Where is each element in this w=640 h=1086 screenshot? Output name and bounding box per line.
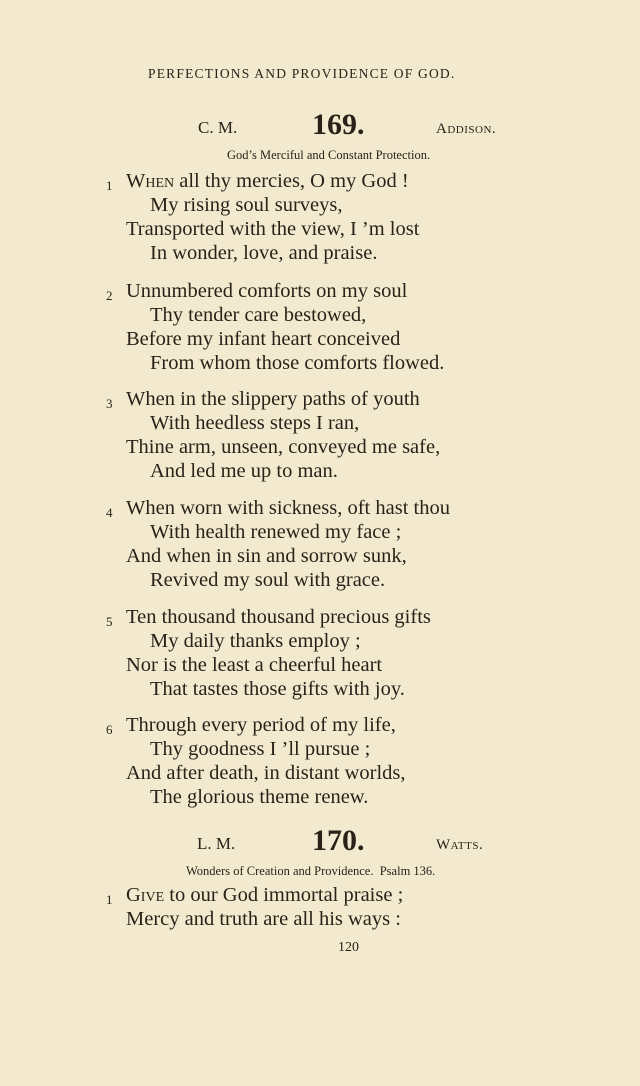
verse-line: Through every period of my life, — [126, 714, 396, 736]
stanza-number: 5 — [106, 614, 113, 629]
verse-line: That tastes those gifts with joy. — [150, 678, 405, 700]
verse-line: Ten thousand thousand precious gifts — [126, 606, 431, 628]
running-head: PERFECTIONS AND PROVIDENCE OF GOD. — [148, 66, 456, 81]
verse-line: And led me up to man. — [150, 460, 338, 482]
hymn-author: Watts. — [436, 837, 484, 853]
hymn-170-subtitle: Wonders of Creation and Providence. Psalm 136. — [186, 864, 436, 878]
verse-line: When worn with sickness, oft hast thou — [126, 497, 450, 519]
stanza-number: 1 — [106, 892, 113, 907]
verse-line: My rising soul surveys, — [150, 194, 343, 216]
verse-line: In wonder, love, and praise. — [150, 242, 378, 264]
verse-line: The glorious theme renew. — [150, 786, 369, 808]
verse-line: Transported with the view, I ’m lost — [126, 218, 420, 240]
verse-line: Unnumbered comforts on my soul — [126, 280, 408, 302]
first-word: When — [126, 170, 175, 192]
hymn-author: Addison. — [436, 121, 497, 137]
page-number: 120 — [338, 940, 359, 955]
verse-line: Mercy and truth are all his ways : — [126, 908, 401, 930]
verse-line: Thy goodness I ’ll pursue ; — [150, 738, 371, 760]
hymn-169-header — [0, 108, 640, 142]
stanza-number: 1 — [106, 178, 113, 193]
verse-line: From whom those comforts flowed. — [150, 352, 445, 374]
verse-line: With health renewed my face ; — [150, 521, 402, 543]
hymn-169-subtitle: God’s Merciful and Constant Protection. — [227, 148, 431, 162]
stanza-number: 3 — [106, 396, 113, 411]
line-rest: to our God immortal praise ; — [164, 884, 404, 906]
hymn-meter: C. M. — [198, 118, 238, 137]
stanza-number: 2 — [106, 288, 113, 303]
hymn-number: 169. — [312, 108, 365, 141]
verse-line: Nor is the least a cheerful heart — [126, 654, 383, 676]
verse-line — [126, 170, 409, 193]
hymn-number: 170. — [312, 824, 365, 857]
verse-line: And after death, in distant worlds, — [126, 762, 406, 784]
verse-line: Thine arm, unseen, conveyed me safe, — [126, 436, 441, 458]
hymn-meter: L. M. — [197, 834, 236, 853]
verse-line: And when in sin and sorrow sunk, — [126, 545, 407, 567]
line-rest: all thy mercies, O my God ! — [174, 170, 409, 192]
first-word: Give — [126, 884, 165, 906]
verse-line: When in the slippery paths of youth — [126, 388, 420, 410]
verse-line: My daily thanks employ ; — [150, 630, 361, 652]
verse-line: With heedless steps I ran, — [150, 412, 360, 434]
verse-line: Revived my soul with grace. — [150, 569, 386, 591]
verse-line: Thy tender care bestowed, — [150, 304, 367, 326]
verse-line — [126, 884, 403, 907]
stanza-number: 4 — [106, 505, 113, 520]
hymn-170-header — [0, 824, 640, 858]
stanza-number: 6 — [106, 722, 113, 737]
verse-line: Before my infant heart conceived — [126, 328, 401, 350]
